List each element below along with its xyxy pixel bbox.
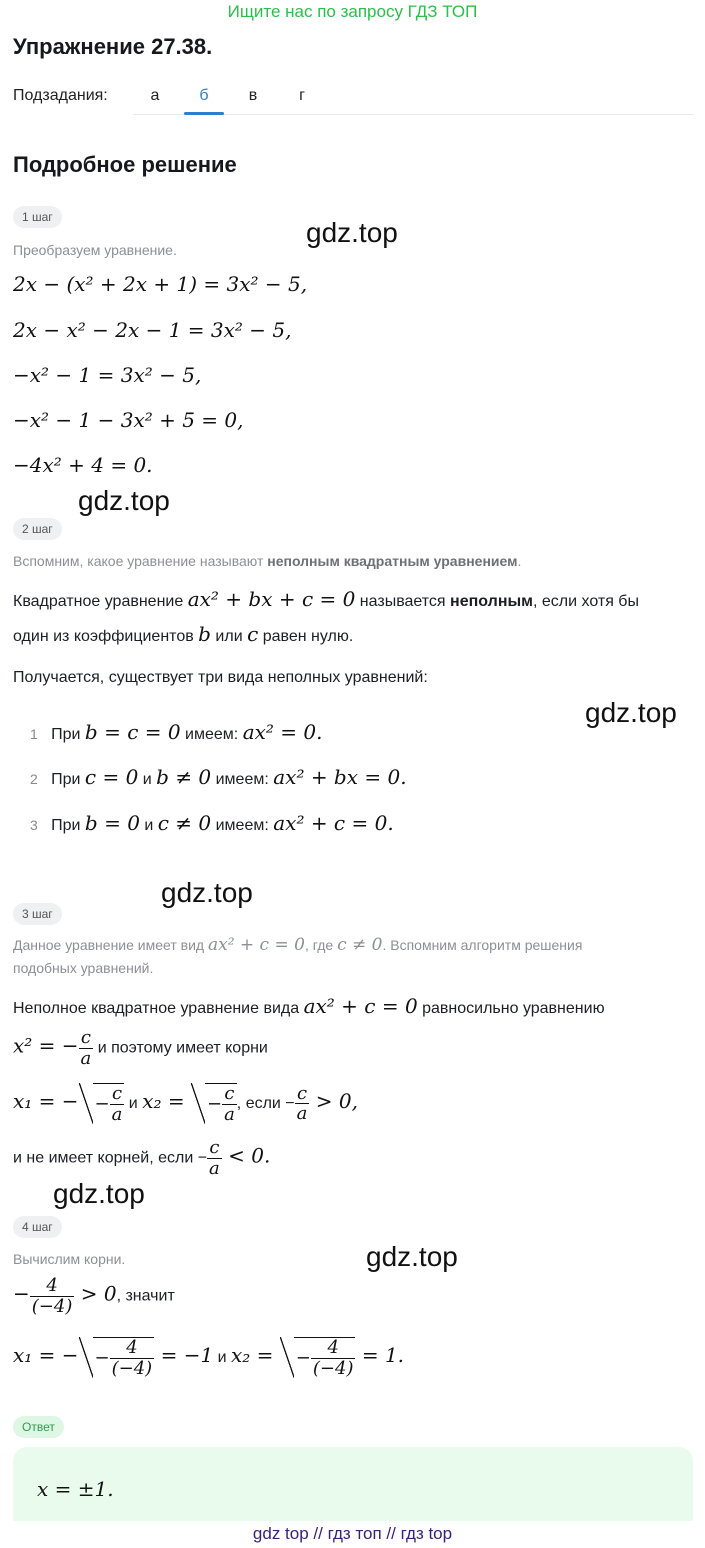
footer-links[interactable]: gdz top // гдз топ // гдз top bbox=[252, 1524, 453, 1543]
watermark: gdz.top bbox=[78, 485, 170, 516]
answer-value: x = ±1. bbox=[37, 1477, 114, 1501]
step-1-hint: Преобразуем уравнение. bbox=[13, 242, 177, 258]
step-2-paragraph-2: Получается, существует три вида неполных уравнений: bbox=[13, 669, 428, 686]
step-3-roots: x₁ = − − $\frac{c}{a}$ и x₂ = − $\frac{c}{a}$ , если − $\frac{c}{a}$ > 0, bbox=[13, 1082, 358, 1125]
answer-badge: Ответ bbox=[13, 1416, 64, 1438]
list-item: 3 При b = 0 и c ≠ 0 имеем: ax² + c = 0. bbox=[30, 811, 394, 835]
tab-subtask-v[interactable]: в bbox=[248, 87, 258, 104]
equation-line: 2x − x² − 2x − 1 = 3x² − 5, bbox=[13, 318, 292, 342]
step-2-paragraph-1: Квадратное уравнение ax² + bx + c = 0 называется неполным, если хотя бы bbox=[13, 587, 639, 611]
step-3-paragraph-2: x² = − $\frac{c}{a}$ и поэтому имеет корни bbox=[13, 1027, 268, 1069]
active-tab-indicator bbox=[184, 112, 224, 115]
step-3-badge: 3 шаг bbox=[13, 903, 62, 925]
step-3-hint-cont: подобных уравнений. bbox=[13, 960, 154, 976]
watermark: gdz.top bbox=[306, 217, 398, 248]
page-title: Упражнение 27.38. bbox=[13, 34, 213, 59]
answer-box bbox=[13, 1447, 693, 1521]
step-4-hint: Вычислим корни. bbox=[13, 1251, 126, 1267]
step-4-line-1: − $\frac{4}{(-4)}$ > 0, значит bbox=[13, 1275, 175, 1317]
equation-line: −4x² + 4 = 0. bbox=[13, 453, 153, 477]
tab-subtask-g[interactable]: г bbox=[299, 87, 305, 104]
watermark: gdz.top bbox=[585, 697, 677, 728]
step-3-no-roots: и не имеет корней, если − $\frac{c}{a}$ < 0. bbox=[13, 1137, 271, 1179]
watermark: gdz.top bbox=[53, 1178, 145, 1209]
watermark: gdz.top bbox=[161, 877, 253, 908]
tab-subtask-b[interactable]: б bbox=[199, 87, 209, 104]
list-item: 2 При c = 0 и b ≠ 0 имеем: ax² + bx = 0. bbox=[30, 765, 407, 789]
equation-line: 2x − (x² + 2x + 1) = 3x² − 5, bbox=[13, 272, 308, 296]
step-1-badge: 1 шаг bbox=[13, 206, 62, 228]
top-banner[interactable]: Ищите нас по запросу ГДЗ ТОП bbox=[227, 2, 478, 21]
step-2-hint: Вспомним, какое уравнение называют неполным квадратным уравнением. bbox=[13, 553, 522, 569]
equation-line: −x² − 1 − 3x² + 5 = 0, bbox=[13, 408, 244, 432]
step-2-paragraph-1-cont: один из коэффициентов b или c равен нулю. bbox=[13, 622, 354, 646]
step-2-badge: 2 шаг bbox=[13, 518, 62, 540]
subtasks-label: Подзадания: bbox=[13, 87, 108, 104]
step-4-line-2: x₁ = − − $\frac{4}{(-4)}$ = −1 и x₂ = − $\frac{4}{(-4)}$ = 1. bbox=[13, 1337, 405, 1379]
section-title: Подробное решение bbox=[13, 152, 237, 177]
step-4-badge: 4 шаг bbox=[13, 1216, 62, 1238]
list-item: 1 При b = c = 0 имеем: ax² = 0. bbox=[30, 720, 323, 744]
step-3-paragraph-1: Неполное квадратное уравнение вида ax² + c = 0 равносильно уравнению bbox=[13, 994, 605, 1018]
step-3-hint: Данное уравнение имеет вид ax² + c = 0, где c ≠ 0. Вспомним алгоритм решения bbox=[13, 935, 583, 955]
tab-subtask-a[interactable]: а bbox=[150, 87, 160, 104]
equation-line: −x² − 1 = 3x² − 5, bbox=[13, 363, 202, 387]
watermark: gdz.top bbox=[366, 1241, 458, 1272]
